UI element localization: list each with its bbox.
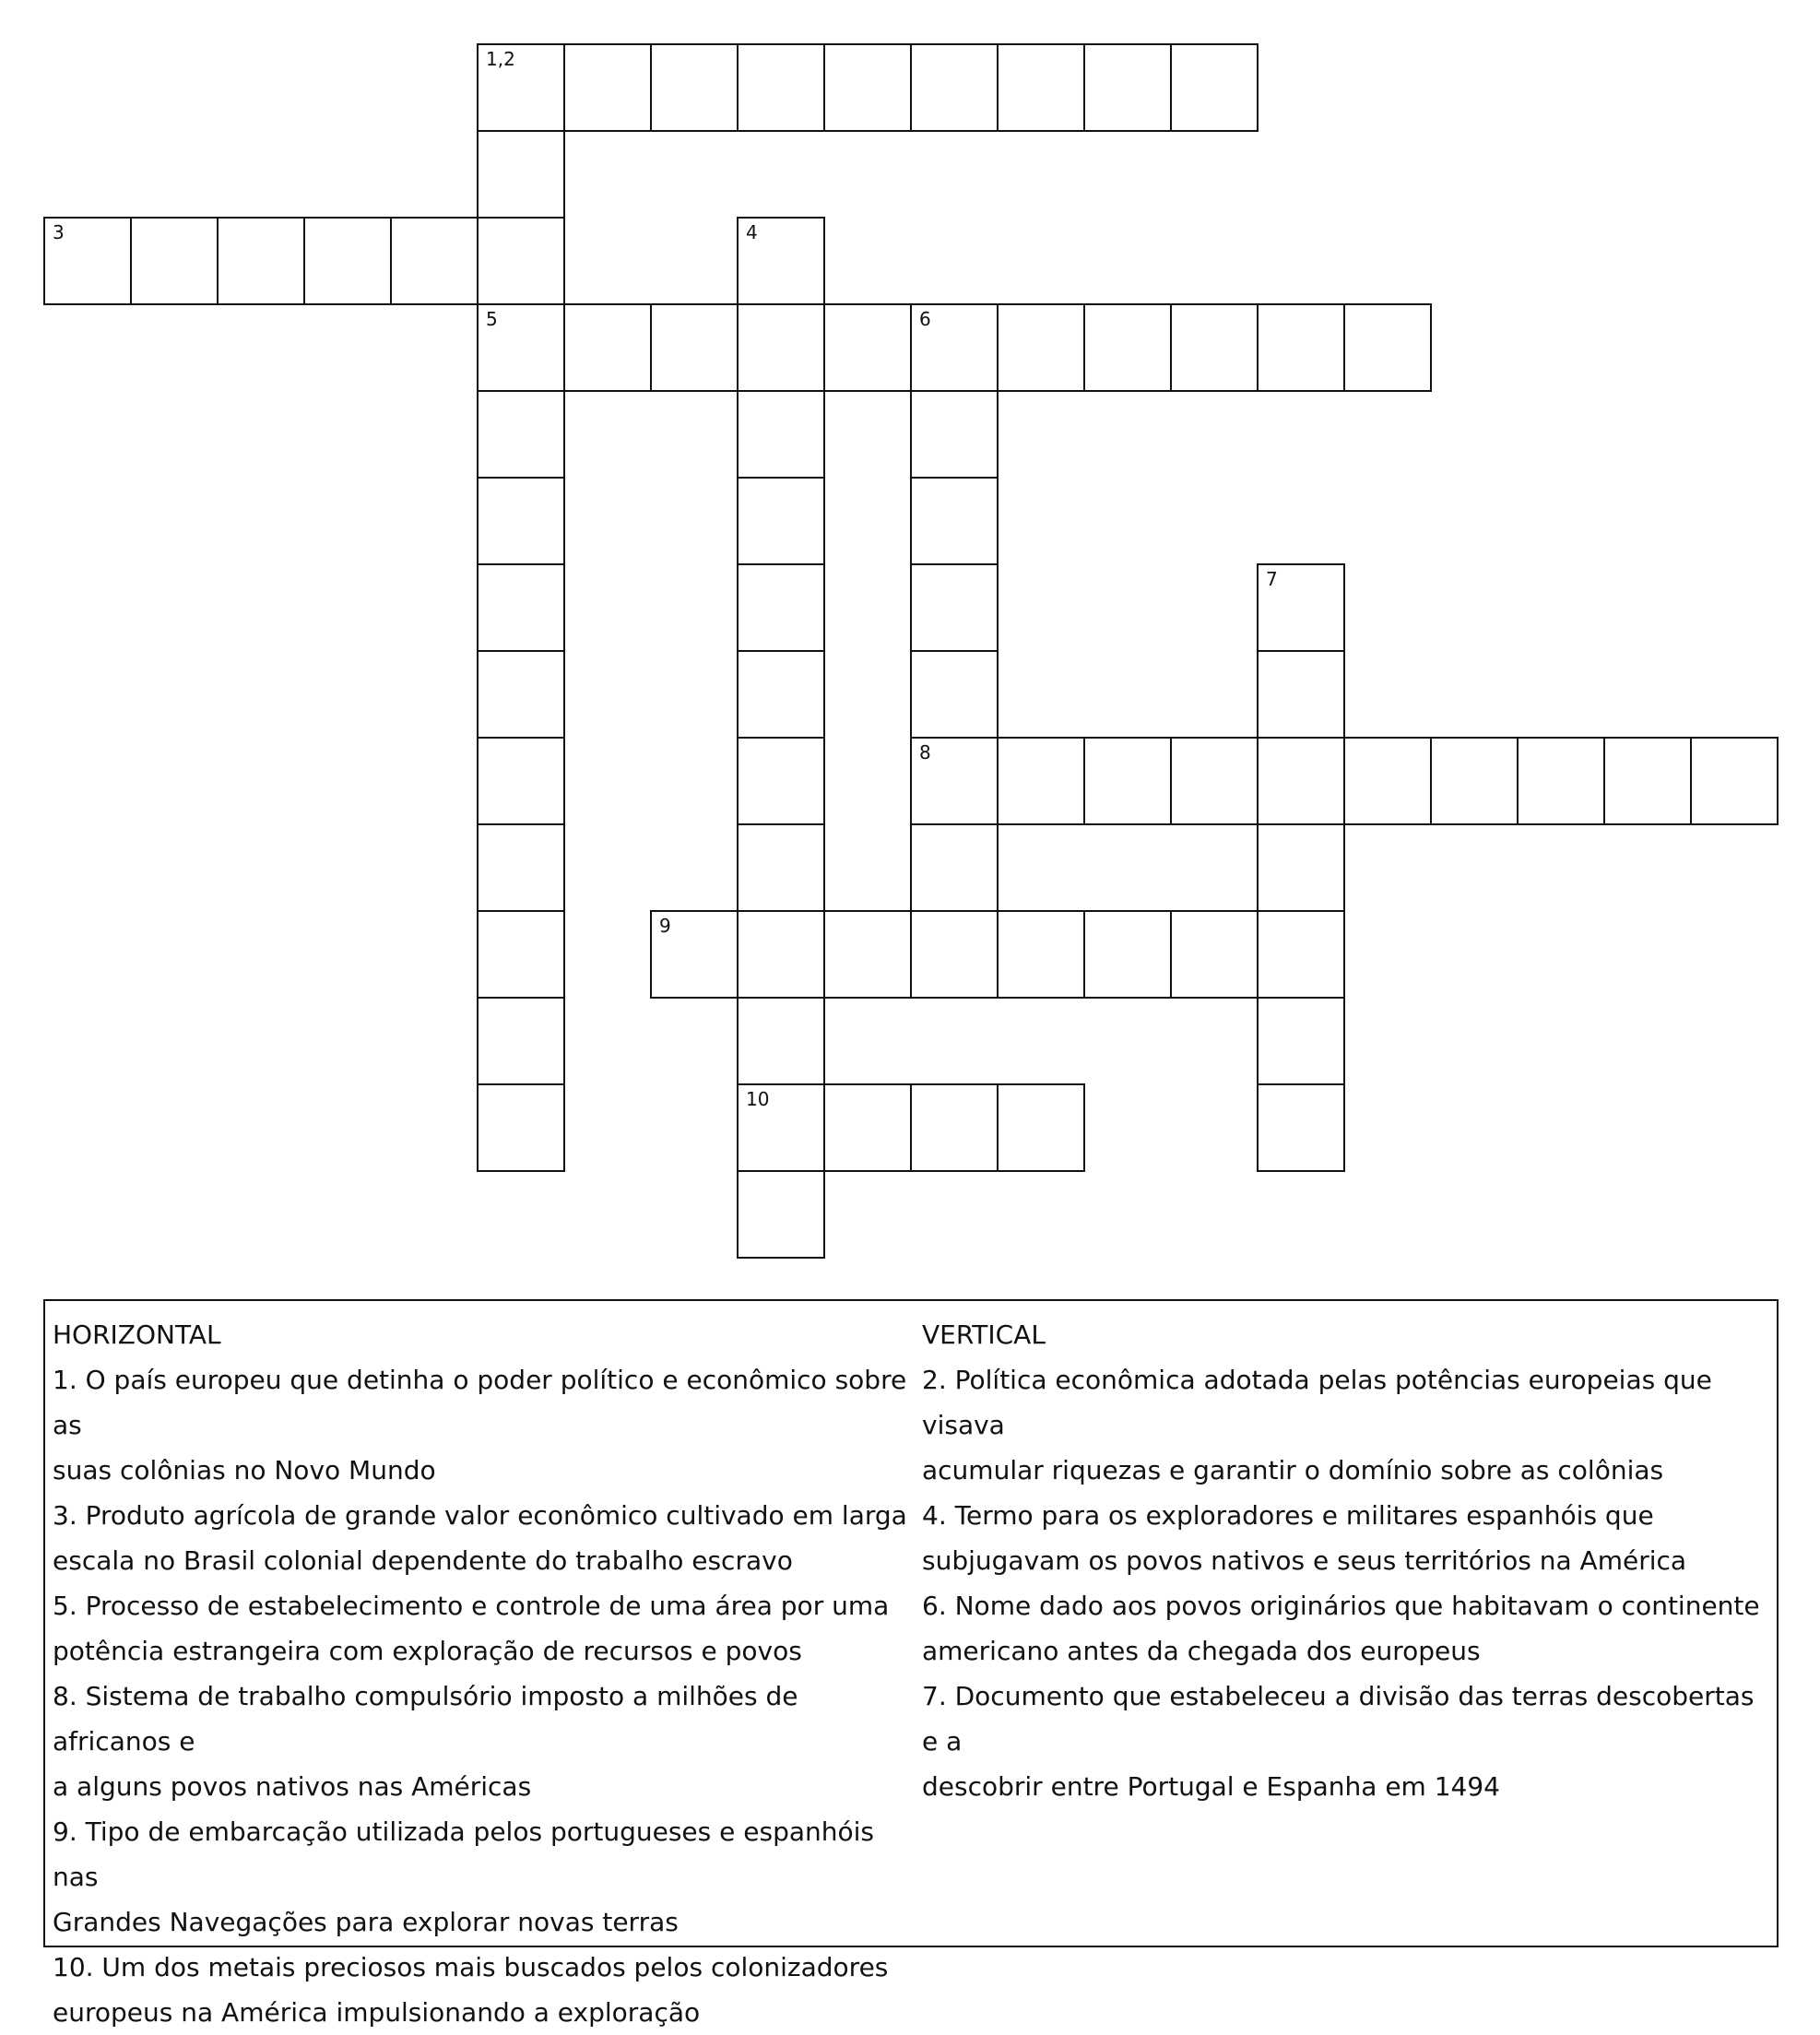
clue-number: 1,2 — [486, 48, 515, 70]
grid-cell[interactable] — [1517, 737, 1605, 825]
grid-cell[interactable] — [650, 43, 739, 132]
clue-line: subjugavam os povos nativos e seus territórios na América — [922, 1545, 1687, 1576]
grid-cell[interactable] — [390, 217, 479, 305]
grid-cell[interactable] — [910, 737, 999, 825]
clue-line: 7. Documento que estabeleceu a divisão das terras descobertas e a — [922, 1681, 1755, 1757]
grid-cell[interactable] — [997, 737, 1085, 825]
grid-cell[interactable] — [737, 1083, 825, 1172]
grid-cell[interactable] — [1170, 303, 1259, 392]
clue-line: descobrir entre Portugal e Espanha em 1494 — [922, 1771, 1500, 1802]
grid-cell[interactable] — [477, 130, 565, 219]
grid-cell[interactable] — [477, 737, 565, 825]
clue-number: 5 — [486, 308, 498, 330]
clue-line: Grandes Navegações para explorar novas terras — [53, 1907, 679, 1937]
grid-cell[interactable] — [737, 910, 825, 999]
grid-cell[interactable] — [650, 303, 739, 392]
grid-cell[interactable] — [737, 823, 825, 912]
grid-cell[interactable] — [737, 997, 825, 1085]
grid-cell[interactable] — [1083, 303, 1172, 392]
grid-cell[interactable] — [1083, 43, 1172, 132]
grid-cell[interactable] — [910, 303, 999, 392]
grid-cell[interactable] — [477, 563, 565, 652]
clue-number: 3 — [53, 221, 65, 243]
grid-cell[interactable] — [1170, 910, 1259, 999]
clue-number: 4 — [746, 221, 758, 243]
grid-cell[interactable] — [563, 43, 652, 132]
grid-cell[interactable] — [737, 650, 825, 739]
grid-cell[interactable] — [477, 43, 565, 132]
grid-cell[interactable] — [477, 303, 565, 392]
clue-number: 10 — [746, 1088, 770, 1110]
clue-line: 6. Nome dado aos povos originários que habitavam o continente — [922, 1591, 1760, 1621]
grid-cell[interactable] — [477, 823, 565, 912]
grid-cell[interactable] — [997, 910, 1085, 999]
grid-cell[interactable] — [1257, 563, 1345, 652]
grid-cell[interactable] — [910, 563, 999, 652]
grid-cell[interactable] — [1257, 997, 1345, 1085]
grid-cell[interactable] — [477, 477, 565, 565]
grid-cell[interactable] — [477, 910, 565, 999]
grid-cell[interactable] — [1170, 43, 1259, 132]
clues-box — [43, 1299, 1779, 2028]
grid-cell[interactable] — [737, 43, 825, 132]
grid-cell[interactable] — [823, 43, 912, 132]
grid-cell[interactable] — [737, 217, 825, 305]
grid-cell[interactable] — [1603, 737, 1692, 825]
grid-cell[interactable] — [910, 823, 999, 912]
grid-cell[interactable] — [477, 1083, 565, 1172]
grid-cell[interactable] — [43, 217, 132, 305]
grid-cell[interactable] — [997, 1083, 1085, 1172]
grid-cell[interactable] — [1083, 737, 1172, 825]
grid-cell[interactable] — [910, 43, 999, 132]
horizontal-heading: HORIZONTAL — [53, 1319, 221, 1350]
grid-cell[interactable] — [1257, 737, 1345, 825]
grid-cell[interactable] — [217, 217, 305, 305]
clue-line: 2. Política econômica adotada pelas potências europeias que visava — [922, 1365, 1712, 1440]
grid-cell[interactable] — [910, 477, 999, 565]
grid-cell[interactable] — [477, 650, 565, 739]
grid-cell[interactable] — [737, 390, 825, 479]
grid-cell[interactable] — [130, 217, 219, 305]
grid-cell[interactable] — [303, 217, 392, 305]
grid-cell[interactable] — [563, 303, 652, 392]
clue-line: escala no Brasil colonial dependente do trabalho escravo — [53, 1545, 793, 1576]
grid-cell[interactable] — [737, 1170, 825, 1259]
clue-line: europeus na América impulsionando a exploração — [53, 1997, 701, 2028]
grid-cell[interactable] — [737, 303, 825, 392]
grid-cell[interactable] — [1257, 910, 1345, 999]
grid-cell[interactable] — [1257, 823, 1345, 912]
grid-cell[interactable] — [737, 737, 825, 825]
horizontal-clues — [53, 1312, 919, 2035]
grid-cell[interactable] — [910, 910, 999, 999]
grid-cell[interactable] — [1430, 737, 1519, 825]
clue-line: a alguns povos nativos nas Américas — [53, 1771, 532, 1802]
grid-cell[interactable] — [1343, 303, 1432, 392]
clue-number: 6 — [919, 308, 931, 330]
clue-number: 8 — [919, 741, 931, 763]
clue-line: potência estrangeira com exploração de recursos e povos — [53, 1636, 802, 1666]
grid-cell[interactable] — [477, 390, 565, 479]
grid-cell[interactable] — [650, 910, 739, 999]
clue-number: 9 — [659, 915, 671, 937]
grid-cell[interactable] — [910, 390, 999, 479]
clue-line: 9. Tipo de embarcação utilizada pelos portugueses e espanhóis nas — [53, 1816, 875, 1892]
grid-cell[interactable] — [1690, 737, 1779, 825]
vertical-clues — [922, 1312, 1775, 1809]
grid-cell[interactable] — [1257, 303, 1345, 392]
clue-line: americano antes da chegada dos europeus — [922, 1636, 1481, 1666]
grid-cell[interactable] — [823, 1083, 912, 1172]
clue-line: acumular riquezas e garantir o domínio sobre as colônias — [922, 1455, 1664, 1485]
grid-cell[interactable] — [1343, 737, 1432, 825]
grid-cell[interactable] — [910, 1083, 999, 1172]
grid-cell[interactable] — [477, 997, 565, 1085]
clue-line: 8. Sistema de trabalho compulsório imposto a milhões de africanos e — [53, 1681, 798, 1757]
clue-line: 5. Processo de estabelecimento e controle de uma área por uma — [53, 1591, 890, 1621]
grid-cell[interactable] — [1257, 650, 1345, 739]
clue-line: 10. Um dos metais preciosos mais buscados pelos colonizadores — [53, 1952, 889, 1982]
grid-cell[interactable] — [997, 303, 1085, 392]
grid-cell[interactable] — [1170, 737, 1259, 825]
grid-cell[interactable] — [1083, 910, 1172, 999]
grid-cell[interactable] — [1257, 1083, 1345, 1172]
grid-cell[interactable] — [910, 650, 999, 739]
grid-cell[interactable] — [823, 303, 912, 392]
grid-cell[interactable] — [737, 477, 825, 565]
grid-cell[interactable] — [997, 43, 1085, 132]
clue-line: 4. Termo para os exploradores e militares espanhóis que — [922, 1500, 1654, 1531]
vertical-heading: VERTICAL — [922, 1319, 1046, 1350]
clue-line: 3. Produto agrícola de grande valor econômico cultivado em larga — [53, 1500, 907, 1531]
clue-line: 1. O país europeu que detinha o poder político e econômico sobre as — [53, 1365, 907, 1440]
grid-cell[interactable] — [737, 563, 825, 652]
grid-cell[interactable] — [477, 217, 565, 305]
clue-number: 7 — [1266, 568, 1278, 590]
clue-line: suas colônias no Novo Mundo — [53, 1455, 436, 1485]
grid-cell[interactable] — [823, 910, 912, 999]
